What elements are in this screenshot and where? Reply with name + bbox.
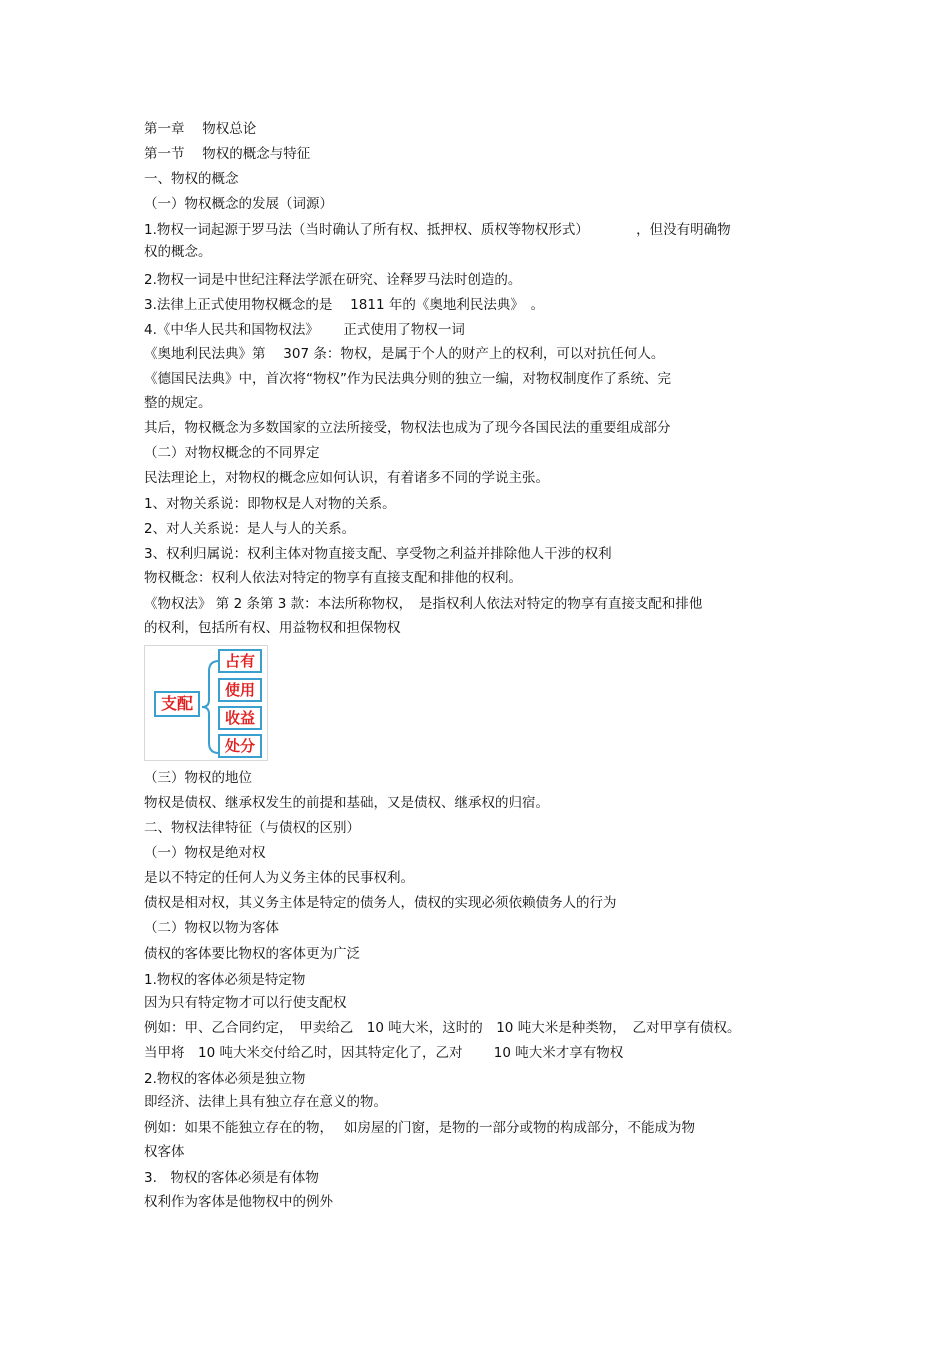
text-line: 例如：如果不能独立存在的物， 如房屋的门窗，是物的一部分或物的构成部分，不能成为物: [144, 1120, 696, 1136]
text-line: 权的概念。: [144, 244, 212, 260]
text-line: 3. 物权的客体必须是有体物: [144, 1170, 319, 1186]
text-line: 其后，物权概念为多数国家的立法所接受，物权法也成为了现今各国民法的重要组成部分: [144, 420, 671, 436]
text-line: 的权利，包括所有权、用益物权和担保物权: [144, 620, 401, 636]
subheading: （二）物权以物为客体: [144, 920, 279, 936]
diagram-leaf-box: 处分: [218, 734, 262, 758]
text-line: 1.物权一词起源于罗马法（当时确认了所有权、抵押权、质权等物权形式） ，但没有明确物: [144, 222, 731, 238]
dominion-diagram: [144, 645, 268, 761]
diagram-leaf-box: 占有: [218, 649, 262, 673]
text-line: 2.物权一词是中世纪注释法学派在研究、诠释罗马法时创造的。: [144, 272, 522, 288]
text-line: 1、对物关系说：即物权是人对物的关系。: [144, 496, 396, 512]
text-line: 债权是相对权，其义务主体是特定的债务人，债权的实现必须依赖债务人的行为: [144, 895, 617, 911]
text-line: 1.物权的客体必须是特定物: [144, 972, 306, 988]
text-line: 是以不特定的任何人为义务主体的民事权利。: [144, 870, 414, 886]
diagram-leaf-box: 收益: [218, 706, 262, 730]
text-line: 3、权利归属说：权利主体对物直接支配、享受物之利益并排除他人干涉的权利: [144, 546, 612, 562]
section-title: 第一节 物权的概念与特征: [144, 146, 311, 162]
text-line: 2.物权的客体必须是独立物: [144, 1071, 306, 1087]
text-line: 物权概念：权利人依法对特定的物享有直接支配和排他的权利。: [144, 570, 522, 586]
subheading: （一）物权是绝对权: [144, 845, 266, 861]
text-line: 整的规定。: [144, 395, 212, 411]
text-line: 当甲将 10 吨大米交付给乙时，因其特定化了，乙对 10 吨大米才享有物权: [144, 1045, 624, 1061]
text-line: 物权是债权、继承权发生的前提和基础，又是债权、继承权的归宿。: [144, 795, 549, 811]
text-line: 3.法律上正式使用物权概念的是 1811 年的《奥地利民法典》 。: [144, 297, 545, 313]
text-line: 即经济、法律上具有独立存在意义的物。: [144, 1094, 387, 1110]
text-line: 例如：甲、乙合同约定， 甲卖给乙 10 吨大米，这时的 10 吨大米是种类物， 乙对甲享有债权。: [144, 1020, 741, 1036]
text-line: 因为只有特定物才可以行使支配权: [144, 995, 347, 1011]
diagram-leaf-box: 使用: [218, 678, 262, 702]
heading-1: 一、物权的概念: [144, 171, 239, 187]
text-line: 权利作为客体是他物权中的例外: [144, 1194, 333, 1210]
subheading: （三）物权的地位: [144, 770, 252, 786]
text-line: 民法理论上，对物权的概念应如何认识，有着诸多不同的学说主张。: [144, 470, 549, 486]
text-line: 2、对人关系说：是人与人的关系。: [144, 521, 356, 537]
text-line: 《物权法》 第 2 条第 3 款：本法所称物权， 是指权利人依法对特定的物享有直接支配和排他: [144, 596, 703, 612]
subheading: （一）物权概念的发展（词源）: [144, 196, 333, 212]
text-line: 4.《中华人民共和国物权法》 正式使用了物权一词: [144, 322, 465, 338]
subheading: （二）对物权概念的不同界定: [144, 445, 320, 461]
text-line: 《德国民法典》中，首次将“物权”作为民法典分则的独立一编，对物权制度作了系统、完: [144, 371, 671, 387]
text-line: 权客体: [144, 1144, 185, 1160]
chapter-title: 第一章 物权总论: [144, 121, 257, 137]
heading-2: 二、物权法律特征（与债权的区别）: [144, 820, 360, 836]
text-line: 债权的客体要比物权的客体更为广泛: [144, 946, 360, 962]
diagram-root-box: 支配: [154, 691, 200, 717]
text-line: 《奥地利民法典》第 307 条：物权，是属于个人的财产上的权利，可以对抗任何人。: [144, 346, 665, 362]
